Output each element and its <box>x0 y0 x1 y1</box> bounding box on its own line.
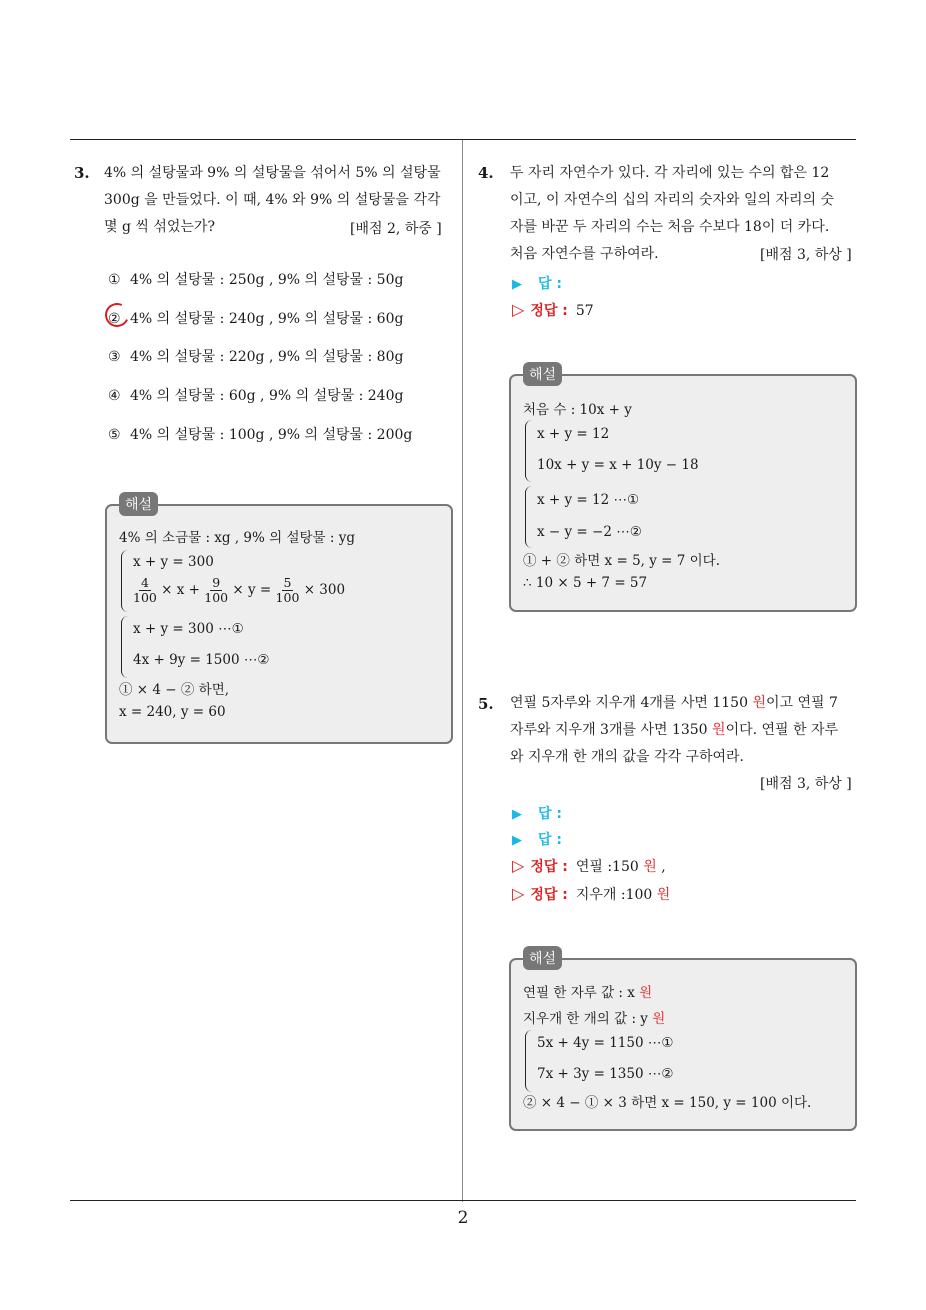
fraction: $\frac{5}{100}$ <box>275 575 300 605</box>
solution-fraction-line: $\frac{4}{100}$ × x + $\frac{9}{100}$ × y = $\frac{5}{100}$ × 300 <box>133 575 346 605</box>
choice-text: 4% 의 설탕물 : 250g , 9% 의 설탕물 : 50g <box>130 272 404 288</box>
column-divider <box>462 140 463 1202</box>
correct-answer <box>512 300 594 320</box>
solution-line: ∴ 10 × 5 + 7 = 57 <box>523 575 648 591</box>
question-line: 몇 g 씩 섞었는가? <box>104 219 215 235</box>
choice-text: 4% 의 설탕물 : 240g , 9% 의 설탕물 : 60g <box>130 311 404 327</box>
answer-field-1[interactable] <box>512 803 562 823</box>
correct-value: 57 <box>575 303 594 319</box>
solution-line: x + y = 300 ⋯① <box>133 621 244 637</box>
brace <box>121 616 128 678</box>
solution-line: x + y = 300 <box>133 554 214 570</box>
question-number: 4. <box>478 164 494 182</box>
correct-value: 지우개 :100 원 <box>575 887 671 903</box>
answer-label: 답 : <box>538 806 562 822</box>
solution-line: 지우개 한 개의 값 : y 원 <box>523 1011 666 1027</box>
solution-line: x + y = 12 <box>537 426 610 442</box>
top-rule <box>70 139 856 140</box>
solution-line: 10x + y = x + 10y − 18 <box>537 457 699 473</box>
choice-text: 4% 의 설탕물 : 100g , 9% 의 설탕물 : 200g <box>130 427 413 443</box>
question-line: 이고, 이 자연수의 십의 자리의 숫자와 일의 자리의 숫 <box>510 192 835 208</box>
answer-field[interactable] <box>512 273 562 293</box>
choice-text: 4% 의 설탕물 : 220g , 9% 의 설탕물 : 80g <box>130 349 404 365</box>
solution-box <box>105 497 453 744</box>
question-line: 두 자리 자연수가 있다. 각 자리에 있는 수의 합은 12 <box>510 165 830 181</box>
solution-line: ② × 4 − ① × 3 하면 x = 150, y = 100 이다. <box>523 1095 812 1111</box>
solution-line: 5x + 4y = 1150 ⋯① <box>537 1035 674 1051</box>
solution-line: 4% 의 소금물 : xg , 9% 의 설탕물 : yg <box>119 530 355 546</box>
solution-tag: 해설 <box>523 946 562 970</box>
question-line: 자루와 지우개 3개를 사면 1350 원이다. 연필 한 자루 <box>510 722 839 738</box>
choice-5[interactable] <box>108 424 412 444</box>
correct-value: 연필 :150 원 , <box>575 859 666 875</box>
solution-line: 4x + 9y = 1500 ⋯② <box>133 652 270 668</box>
question-line: 자를 바꾼 두 자리의 수는 처음 수보다 18이 더 카다. <box>510 219 830 235</box>
solution-line: 연필 한 자루 값 : x 원 <box>523 985 653 1001</box>
play-icon: ▶ <box>512 807 522 822</box>
solution-line: 처음 수 : 10x + y <box>523 402 632 418</box>
choice-mark: ② <box>108 311 121 327</box>
question-line: 처음 자연수를 구하여라. <box>510 246 659 262</box>
solution-line: ① × 4 − ② 하면, <box>119 682 230 698</box>
brace <box>121 550 128 612</box>
choice-4[interactable] <box>108 385 403 405</box>
solution-tag: 해설 <box>523 362 562 386</box>
choice-text: 4% 의 설탕물 : 60g , 9% 의 설탕물 : 240g <box>130 388 404 404</box>
solution-line: x = 240, y = 60 <box>119 704 226 720</box>
page-number: 2 <box>457 1208 469 1228</box>
question-text <box>510 690 860 771</box>
answer-field-2[interactable] <box>512 829 562 849</box>
fraction: $\frac{9}{100}$ <box>204 575 229 605</box>
question-line: 와 지우개 한 개의 값을 각각 구하여라. <box>510 749 745 765</box>
score-meta: [배점 3, 하상 ] <box>760 247 852 263</box>
solution-box <box>509 951 857 1131</box>
score-meta: [배점 3, 하상 ] <box>760 776 852 792</box>
brace <box>525 486 532 548</box>
choice-3[interactable] <box>108 346 403 366</box>
solution-line: x + y = 12 ⋯① <box>537 492 640 508</box>
score-meta: [배점 2, 하중 ] <box>350 221 442 237</box>
choice-2[interactable] <box>108 308 403 328</box>
solution-box <box>509 367 857 612</box>
correct-answer-1 <box>512 856 666 876</box>
brace <box>525 1030 532 1092</box>
choice-mark: ① <box>108 272 121 288</box>
triangle-outline-icon: ▷ <box>512 300 525 319</box>
bottom-rule <box>70 1200 856 1201</box>
brace <box>525 420 532 482</box>
solution-line: 7x + 3y = 1350 ⋯② <box>537 1066 674 1082</box>
solution-line: x − y = −2 ⋯② <box>537 524 642 540</box>
answer-label: 답 : <box>538 832 562 848</box>
correct-label: 정답 : <box>530 887 568 903</box>
solution-line: ① + ② 하면 x = 5, y = 7 이다. <box>523 553 721 569</box>
question-line: 4% 의 설탕물과 9% 의 설탕물을 섞어서 5% 의 설탕물 <box>104 165 441 181</box>
fraction: $\frac{4}{100}$ <box>133 575 157 605</box>
choice-mark: ④ <box>108 388 121 404</box>
question-line: 300g 을 만들었다. 이 때, 4% 와 9% 의 설탕물을 각각 <box>104 192 441 208</box>
choice-mark: ③ <box>108 349 121 365</box>
correct-label: 정답 : <box>530 859 568 875</box>
question-line: 연필 5자루와 지우개 4개를 사면 1150 원이고 연필 7 <box>510 695 838 711</box>
triangle-outline-icon: ▷ <box>512 884 525 903</box>
choice-1[interactable] <box>108 269 403 289</box>
solution-tag: 해설 <box>119 492 158 516</box>
triangle-outline-icon: ▷ <box>512 856 525 875</box>
correct-label: 정답 : <box>530 303 568 319</box>
answer-label: 답 : <box>538 276 562 292</box>
correct-answer-2 <box>512 884 670 904</box>
play-icon: ▶ <box>512 277 522 292</box>
choice-mark: ⑤ <box>108 427 121 443</box>
question-number: 5. <box>478 695 494 713</box>
play-icon: ▶ <box>512 833 522 848</box>
question-number: 3. <box>74 164 90 182</box>
